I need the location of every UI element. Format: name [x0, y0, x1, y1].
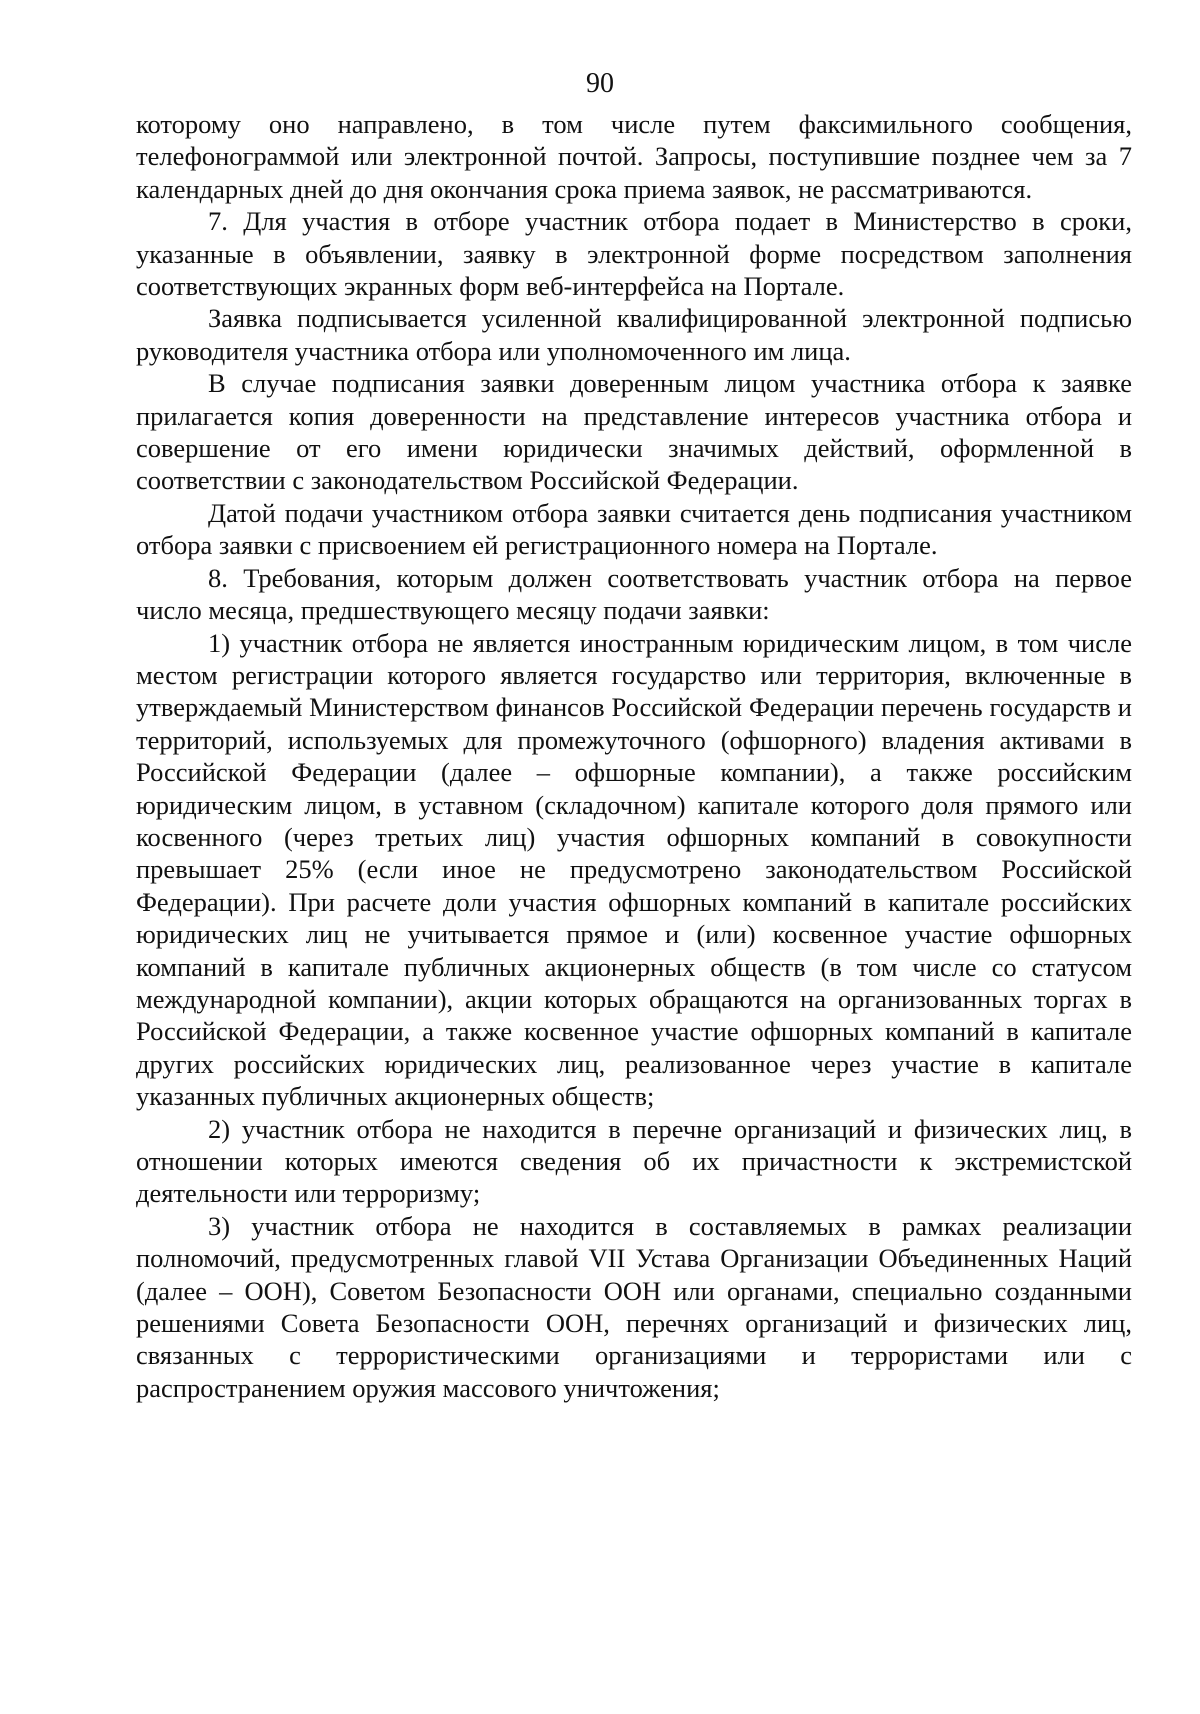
paragraph-requirement-1: 1) участник отбора не является иностранным юридическим лицом, в том числе местом регистрации которого является государство или территория, включенные в утверждаемый Министерством финансов Российской Федерации перечень государств и территорий, используемых для промежуточного (офшорного) владения активами в Российской Федерации (далее – офшорные компании), а также российским юридическим лицом, в уставном (складочном) капитале которого доля прямого или косвенного (через третьих лиц) участия офшорных компаний в совокупности превышает 25% (если иное не предусмотрено законодательством Российской Федерации). При расчете доли участия офшорных компаний в капитале российских юридических лиц не учитывается прямое и (или) косвенное участие офшорных компаний в капитале публичных акционерных обществ (в том числе со статусом международной компании), акции которых обращаются на организованных торгах в Российской Федерации, а также косвенное участие офшорных компаний в капитале других российских юридических лиц, реализованное через участие в капитале указанных публичных акционерных обществ;	[136, 627, 1132, 1112]
paragraph-requirement-3: 3) участник отбора не находится в составляемых в рамках реализации полномочий, предусмотренных главой VII Устава Организации Объединенных Наций (далее – ООН), Советом Безопасности ООН или органами, специально созданными решениями Совета Безопасности ООН, перечнях организаций и физических лиц, связанных с террористическими организациями и террористами или с распространением оружия массового уничтожения;	[136, 1210, 1132, 1403]
document-body	[136, 108, 1132, 1404]
paragraph-submission-date: Датой подачи участником отбора заявки считается день подписания участником отбора заявки с присвоением ей регистрационного номера на Портале.	[136, 497, 1132, 561]
paragraph-requirement-2: 2) участник отбора не находится в перечне организаций и физических лиц, в отношении которых имеются сведения об их причастности к экстремистской деятельности или терроризму;	[136, 1113, 1132, 1209]
paragraph-proxy: В случае подписания заявки доверенным лицом участника отбора к заявке прилагается копия доверенности на представление интересов участника отбора и совершение от его имени юридически значимых действий, оформленной в соответствии с законодательством Российской Федерации.	[136, 368, 1132, 496]
paragraph-continuation: которому оно направлено, в том числе путем факсимильного сообщения, телефонограммой или электронной почтой. Запросы, поступившие позднее чем за 7 календарных дней до дня окончания срока приема заявок, не рассматриваются.	[136, 109, 1132, 204]
paragraph-signature: Заявка подписывается усиленной квалифицированной электронной подписью руководителя участника отбора или уполномоченного им лица.	[136, 303, 1132, 366]
page-number: 90	[586, 68, 614, 99]
paragraph-item-7: 7. Для участия в отборе участник отбора подает в Министерство в сроки, указанные в объявлении, заявку в электронной форме посредством заполнения соответствующих экранных форм веб-интерфейса на Портале.	[136, 206, 1132, 302]
paragraph-item-8: 8. Требования, которым должен соответствовать участник отбора на первое число месяца, предшествующего месяцу подачи заявки:	[136, 562, 1132, 626]
